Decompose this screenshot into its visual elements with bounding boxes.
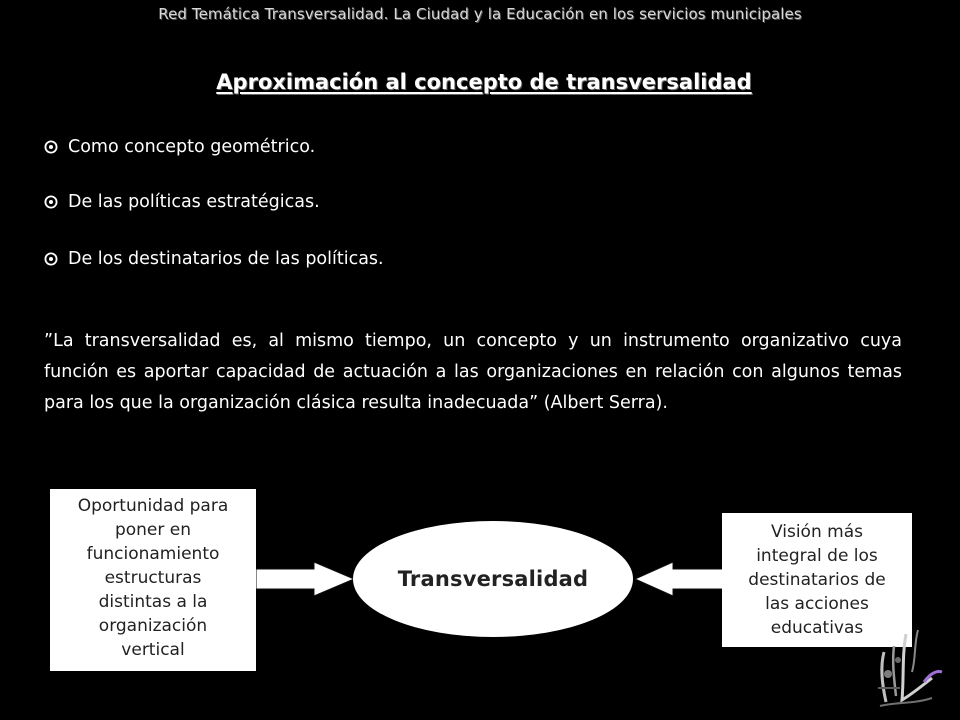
box-line: poner en	[114, 520, 192, 540]
bullet-text: De las políticas estratégicas.	[68, 192, 320, 212]
box-line: organización	[98, 616, 208, 636]
bullet-item-2	[44, 192, 320, 212]
bullet-text: Como concepto geométrico.	[68, 137, 316, 157]
box-line: Oportunidad para	[77, 496, 229, 516]
box-line: las acciones	[765, 594, 869, 614]
left-arrow-icon	[633, 562, 723, 596]
right-arrow-icon	[256, 562, 356, 596]
slide-title: Aproximación al concepto de transversalidad	[216, 70, 752, 94]
box-line: destinatarios de	[748, 570, 886, 590]
transversality-ellipse	[353, 521, 633, 637]
opportunity-box	[50, 489, 256, 671]
serra-quote: ”La transversalidad es, al mismo tiempo, un concepto y un instrumento organizativo cuya función es aportar capacidad de actuación a las organizaciones en relación con algunos temas para los que la organización clásica resulta inadecuada” (Albert Serra).	[44, 331, 902, 413]
target-bullet-icon	[44, 252, 58, 266]
bullet-text: De los destinatarios de las políticas.	[68, 249, 384, 269]
box-line: estructuras	[104, 568, 202, 588]
box-line: vertical	[121, 640, 185, 660]
ellipse-label: Transversalidad	[397, 567, 589, 591]
target-bullet-icon	[44, 195, 58, 209]
header-network-name: Red Temática Transversalidad. La Ciudad y la Educación en los servicios municipales	[158, 5, 802, 23]
bullet-item-1	[44, 137, 315, 157]
network-logo-icon	[872, 612, 956, 712]
box-line: distintas a la	[98, 592, 208, 612]
box-line: funcionamiento	[86, 544, 220, 564]
box-line: educativas	[770, 618, 864, 638]
bullet-item-3	[44, 249, 384, 269]
target-bullet-icon	[44, 140, 58, 154]
box-line: integral de los	[756, 546, 878, 566]
box-line: Visión más	[771, 522, 863, 542]
